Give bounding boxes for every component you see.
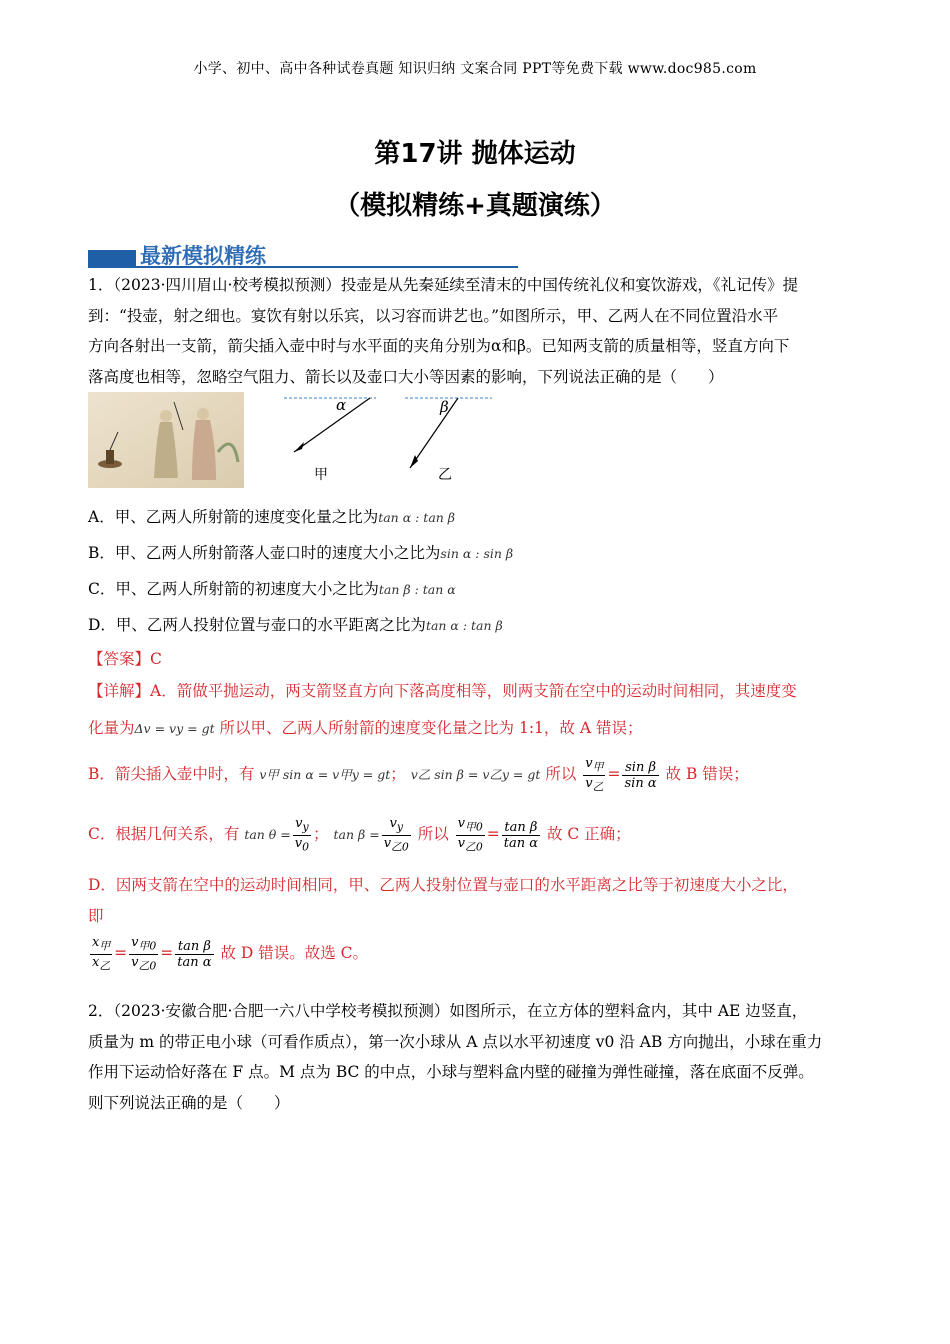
option-d-text: D．甲、乙两人投射位置与壶口的水平距离之比为 bbox=[88, 616, 426, 634]
page-subtitle: （模拟精练+真题演练） bbox=[334, 191, 616, 221]
detail-d-line1: D．因两支箭在空中的运动时间相同，甲、乙两人投射位置与壶口的水平距离之比等于初速度大小之比， bbox=[88, 876, 798, 894]
option-c-text: C．甲、乙两人所射箭的初速度大小之比为 bbox=[88, 580, 379, 598]
stem-line: 则下列说法正确的是（ ） bbox=[88, 1093, 290, 1112]
jia-label: 甲 bbox=[314, 467, 328, 483]
section-banner bbox=[88, 240, 518, 270]
detail-b-formula-2: v乙 sin β = v乙y = gt bbox=[410, 767, 541, 783]
question-2-stem bbox=[88, 996, 863, 1118]
detail-b-fraction-2: $\frac{\text{sin β}}{\text{sin α}}$ bbox=[624, 759, 657, 791]
option-b-math: sin α : sin β bbox=[440, 546, 514, 561]
detail-c-suffix: 故 C 正确； bbox=[546, 825, 631, 844]
page-header: 小学、初中、高中各种试卷真题 知识归纳 文案合同 PPT等免费下载 www.doc985.com bbox=[193, 61, 757, 77]
detail-b-suffix: 故 B 错误； bbox=[665, 765, 749, 784]
touhu-painting-image bbox=[88, 392, 244, 488]
detail-a-formula: Δv = vy = gt bbox=[134, 720, 215, 736]
detail-a-suffix: 所以甲、乙两人所射箭的速度变化量之比为 1:1，故 A 错误； bbox=[219, 718, 643, 737]
option-a-text: A．甲、乙两人所射箭的速度变化量之比为 bbox=[88, 508, 379, 526]
detail-c-fraction-3: $\frac{v_{甲0}}{v_{乙0}}$ bbox=[457, 816, 483, 854]
stem-line: 到：“投壶，射之细也。宴饮有射以乐宾，以习容而讲艺也。”如图所示，甲、乙两人在不同位置沿水平 bbox=[88, 306, 779, 325]
detail-d: D．因两支箭在空中的运动时间相同，甲、乙两人投射位置与壶口的水平距离之比等于初速度大小之比， 即 $\frac{x_甲}{x_乙}$ = $\frac{v_{甲0}}{v_{乙0}}$ = $\frac{\text{tan β}}{\text{tan α}}$ 故 D 错误。故选 C。 bbox=[88, 870, 863, 973]
option-a-math: tan α : tan β bbox=[378, 510, 456, 525]
detail-c-fraction-1: $\frac{v_y}{v_0}$ bbox=[294, 816, 310, 854]
option-d bbox=[88, 610, 863, 642]
option-b-text: B．甲、乙两人所射箭落人壶口时的速度大小之比为 bbox=[88, 544, 441, 562]
detail-b-formula-1: v甲 sin α = v甲y = gt bbox=[259, 767, 391, 783]
option-b bbox=[88, 538, 863, 570]
section-title: 最新模拟精练 bbox=[140, 244, 266, 268]
detail-b: B．箭尖插入壶中时，有 v甲 sin α = v甲y = gt； v乙 sin β = v乙y = gt 所以 $\frac{v_甲}{v_乙}$ = $\frac{\text{sin β}}{\text{sin α}}$ 故 B 错误； bbox=[88, 756, 749, 794]
stem-line: 质量为 m 的带正电小球（可看作质点），第一次小球从 A 点以水平初速度 v0 沿 AB 方向抛出，小球在重力 bbox=[88, 1032, 823, 1051]
detail-c: C．根据几何关系，有 tan θ = $\frac{v_y}{v_0}$ ； tan β = $\frac{v_y}{v_{乙0}}$ 所以 $\frac{v_{甲0}}{v_{乙0}}$ = $\frac{\text{tan β}}{\text{tan α}}$ 故 C 正确； bbox=[88, 816, 631, 854]
detail-a bbox=[88, 676, 863, 744]
option-a bbox=[88, 502, 863, 534]
question-1-stem bbox=[88, 270, 863, 392]
stem-line: 方向各射出一支箭，箭尖插入壶中时与水平面的夹角分别为α和β。已知两支箭的质量相等，竖直方向下 bbox=[88, 337, 790, 355]
stem-line: 2．（2023·安徽合肥·合肥一六八中学校考模拟预测）如图所示，在立方体的塑料盒内，其中 AE 边竖直， bbox=[88, 1002, 808, 1020]
detail-c-fraction-4: $\frac{\text{tan β}}{\text{tan α}}$ bbox=[503, 819, 538, 851]
detail-c-mid: 所以 bbox=[417, 825, 449, 844]
option-d-math: tan α : tan β bbox=[425, 618, 503, 633]
alpha-label: α bbox=[336, 396, 347, 414]
detail-b-mid: 所以 bbox=[545, 765, 577, 784]
detail-d-fraction-3: $\frac{\text{tan β}}{\text{tan α}}$ bbox=[177, 938, 212, 970]
section-banner-bar bbox=[88, 250, 136, 266]
arrow-angle-diagram bbox=[280, 392, 500, 492]
detail-a-prefix: 化量为 bbox=[88, 718, 135, 737]
yi-label: 乙 bbox=[438, 467, 452, 483]
option-c bbox=[88, 574, 863, 606]
answer: 【答案】C bbox=[88, 650, 162, 668]
detail-c-fraction-2: $\frac{v_y}{v_{乙0}}$ bbox=[383, 816, 409, 854]
detail-c-prefix: C．根据几何关系，有 bbox=[88, 825, 240, 844]
page-title: 第17讲 抛体运动 bbox=[374, 139, 576, 169]
option-c-math: tan β : tan α bbox=[378, 582, 456, 597]
detail-d-fraction-1: $\frac{x_甲}{x_乙}$ bbox=[92, 935, 111, 973]
detail-tag: 【详解】 bbox=[88, 682, 151, 700]
stem-line: 作用下运动恰好落在 F 点。M 点为 BC 的中点，小球与塑料盒内壁的碰撞为弹性碰撞，落在底面不反弹。 bbox=[88, 1063, 814, 1081]
detail-a-line1: A．箭做平抛运动，两支箭竖直方向下落高度相等，则两支箭在空中的运动时间相同，其速度变 bbox=[150, 682, 797, 700]
detail-b-fraction-1: $\frac{v_甲}{v_乙}$ bbox=[585, 756, 604, 794]
detail-d-suffix: 故 D 错误。故选 C。 bbox=[220, 944, 369, 963]
detail-d-fraction-2: $\frac{v_{甲0}}{v_{乙0}}$ bbox=[131, 935, 157, 973]
detail-b-prefix: B．箭尖插入壶中时，有 bbox=[88, 765, 255, 784]
stem-line: 落高度也相等，忽略空气阻力、箭长以及壶口大小等因素的影响，下列说法正确的是（ ） bbox=[88, 367, 724, 386]
beta-label: β bbox=[440, 398, 449, 416]
stem-line: 1．（2023·四川眉山·校考模拟预测）投壶是从先秦延续至清末的中国传统礼仪和宴饮游戏，《礼记传》提 bbox=[88, 276, 799, 294]
detail-d-line2: 即 bbox=[88, 906, 104, 925]
